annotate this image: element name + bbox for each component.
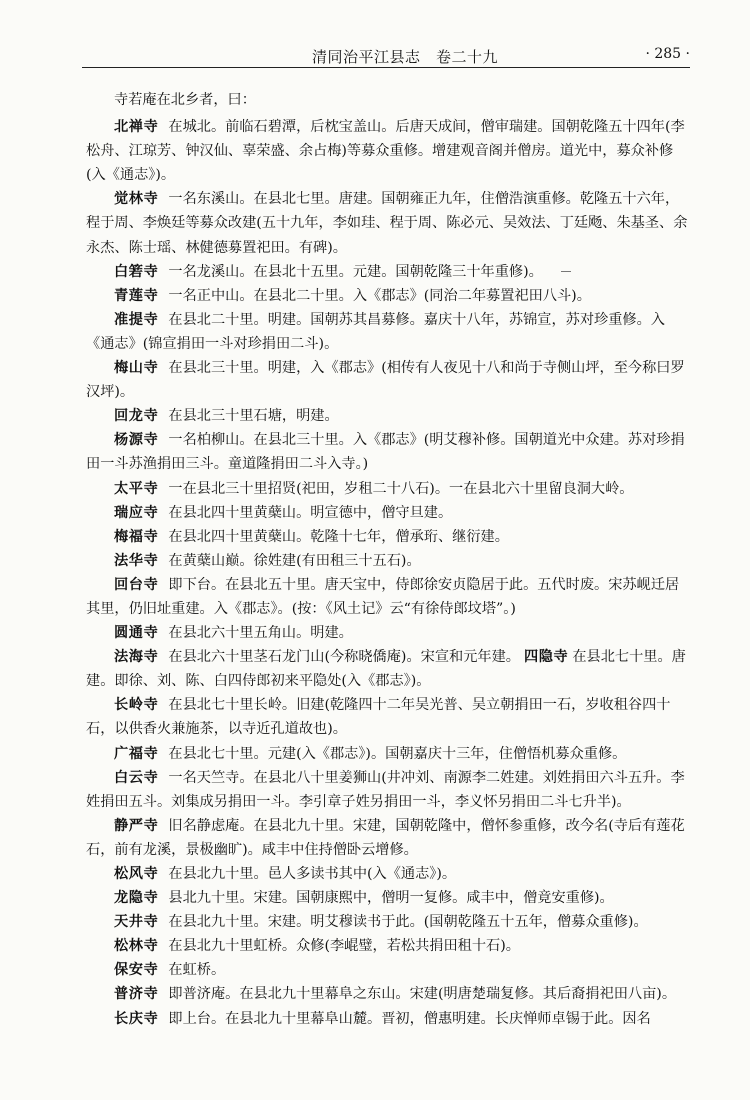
temple-entry-mei-fu: [86, 525, 692, 549]
temple-description: 一在县北三十里招贤(祀田，岁租二十八石)。一在县北六十里留良洞大岭。: [168, 480, 634, 497]
temple-description: 即下台。在县北五十里。唐天宝中，侍郎徐安贞隐居于此。五代时废。宋苏岘迁居其里，仍旧址重建。入《郡志》。(按：《风土记》云“有徐侍郎坟塔”。): [86, 576, 680, 617]
temple-description: 在县北九十里虹桥。众修(李崐璧，若松共捐田租十石)。: [168, 938, 520, 955]
temple-entry-hui-long: [86, 404, 692, 428]
temple-entry-chang-ling: [86, 693, 692, 741]
section-intro: 寺若庵在北乡者，曰：: [114, 92, 256, 108]
temple-name: 松风寺: [114, 866, 159, 882]
temple-name: 白云寺: [114, 769, 159, 786]
temple-description: 即上台。在县北九十里幕阜山麓。晋初，僧惠明建。长庆惮师卓锡于此。因名: [168, 1010, 651, 1027]
page-number: · 285 ·: [645, 46, 690, 62]
temple-entry-rui-ying: [86, 501, 692, 525]
temple-description: 在县北七十里长岭。旧建(乾隆四十二年吴光普、吴立朝捐田一石，岁收租谷四十石，以供香火兼施茶，以寺近孔道故也)。: [86, 697, 671, 738]
temple-name: 长岭寺: [114, 697, 159, 714]
temple-name: 太平寺: [114, 480, 159, 497]
temple-description: 即普济庵。在县北九十里幕阜之东山。宋建(明唐楚瑞复修。其后裔捐祀田八亩)。: [168, 986, 677, 1003]
temple-description: 一名东溪山。在县北七里。唐建。国朝雍正九年，住僧浩演重修。乾隆五十六年，程于周、李焕廷等募众改建(五十九年，李如珪、程于周、陈必元、吴效法、丁廷飏、朱基圣、余永杰、陈士瑶、林健德募置祀田。有碑)。: [86, 191, 688, 256]
temple-entry-bai-yun: [86, 766, 692, 814]
temple-description: 在县北六十里茎石龙门山(今称晓僑庵)。宋宣和元年建。: [168, 649, 520, 666]
temple-name: 保安寺: [114, 962, 159, 979]
temple-description: 旧名静虑庵。在县北九十里。宋建，国朝乾隆中，僧怀参重修，改今名(寺后有莲花石，前有龙溪，景极幽旷)。咸丰中住持僧卧云增修。: [86, 817, 685, 858]
temple-entry-zhun-ti: [86, 308, 692, 356]
temple-name: 松林寺: [114, 938, 159, 955]
temple-name: 杨源寺: [114, 432, 159, 449]
temple-description: 一名正中山。在县北二十里。入《郡志》(同治二年募置祀田八斗)。: [168, 287, 591, 304]
temple-description: 一名龙溪山。在县北十五里。元建。国朝乾隆三十年重修)。: [168, 263, 543, 280]
temple-description: 一名柏柳山。在县北三十里。入《郡志》(明艾穆补修。国朝道光中众建。苏对珍捐田一斗苏渔捐田三斗。童道隆捐田二斗入寺。): [86, 432, 685, 473]
inline-temple-description: 在县北七十里。唐建。即徐、刘、陈、白四侍郎初来平隐处(入《郡志》)。: [86, 649, 686, 690]
temple-name: 龙隐寺: [114, 890, 159, 907]
temple-description: 在城北。前临石碧潭，后枕宝盖山。后唐天成间，僧审瑞建。国朝乾隆五十四年(李松舟、江琼芳、钟汉仙、辜荣盛、余占梅)等募众重修。增建观音阁并僧房。道光中，募众补修(入《通志》)。: [86, 119, 685, 184]
page-header: [82, 42, 690, 68]
temple-entry-song-lin: [86, 934, 692, 958]
temple-entry-hui-tai: [86, 573, 692, 621]
temple-name: 准提寺: [114, 311, 159, 328]
temple-entry-yuan-tong: [86, 621, 692, 645]
temple-name: 梅福寺: [114, 528, 159, 545]
temple-name: 回龙寺: [114, 408, 159, 425]
temple-name: 白箬寺: [114, 263, 159, 280]
temple-name: 普济寺: [114, 986, 159, 1003]
temple-entry-bai-ruo: [86, 260, 692, 284]
temple-entry-fa-hua: [86, 549, 692, 573]
temple-name: 青莲寺: [114, 287, 159, 304]
temple-name: 北禅寺: [114, 119, 159, 136]
temple-entry-qing-lian: [86, 284, 692, 308]
temple-entry-yang-yuan: [86, 428, 692, 476]
temple-entry-chang-qing: [86, 1007, 692, 1031]
temple-description: 在县北九十里。邑人多读书其中(入《通志》)。: [168, 866, 457, 882]
temple-name: 法华寺: [114, 552, 159, 569]
temple-entry-fa-hai-and-si-yin: [86, 645, 692, 693]
temple-name: 法海寺: [114, 649, 159, 666]
inline-temple-name: 四隐寺: [523, 649, 569, 666]
temple-name: 广福寺: [114, 745, 159, 762]
temple-name: 静严寺: [114, 817, 159, 834]
temple-description: 在县北三十里。明建，入《郡志》(相传有人夜见十八和尚于寺侧山坪，至今称曰罗汉坪)。: [86, 360, 685, 401]
temple-entry-guang-fu: [86, 742, 692, 766]
temple-entry-pu-ji: [86, 982, 692, 1006]
temple-description: 在县北三十里石塘，明建。: [168, 408, 339, 425]
temple-list: [86, 88, 692, 1031]
temple-entry-long-yin: [86, 886, 692, 910]
temple-name: 回台寺: [114, 576, 159, 593]
header-rule: [82, 67, 690, 68]
temple-entry-bao-an: [86, 958, 692, 982]
temple-entry-jue-lin: [86, 187, 692, 259]
book-title: 清同治平江县志 卷二十九: [312, 48, 499, 66]
temple-entry-jing-yan: [86, 814, 692, 862]
temple-name: 圆通寺: [114, 625, 159, 642]
temple-description: 在县北九十里。宋建。明艾穆读书于此。(国朝乾隆五十五年，僧募众重修)。: [168, 914, 648, 931]
temple-description: 一名天竺寺。在县北八十里姜狮山(井冲刘、南源李二姓建。刘姓捐田六斗五升。李姓捐田五斗。刘集成另捐田一斗。李引章子姓另捐田一斗，李义怀另捐田二斗七升半)。: [86, 769, 685, 810]
temple-name: 天井寺: [114, 914, 159, 931]
temple-entry-tai-ping: [86, 477, 692, 501]
temple-name: 觉林寺: [114, 191, 159, 208]
temple-description: 在县北四十里黄蘖山。明宣德中，僧守旦建。: [168, 504, 453, 521]
temple-description: 在县北四十里黄蘖山。乾隆十七年，僧承珩、继衍建。: [168, 528, 509, 545]
temple-entry-song-feng: [86, 862, 692, 886]
scan-mark: [561, 271, 571, 272]
temple-name: 瑞应寺: [114, 504, 159, 521]
temple-description: 在县北七十里。元建(入《郡志》)。国朝嘉庆十三年，住僧悟机募众重修。: [168, 745, 627, 762]
temple-description: 在虹桥。: [168, 962, 226, 979]
temple-description: 在县北六十里五角山。明建。: [168, 625, 353, 642]
temple-name: 长庆寺: [114, 1010, 159, 1027]
temple-entry-mei-shan: [86, 356, 692, 404]
temple-entry-bei-chan: [86, 115, 692, 187]
temple-description: 在县北二十里。明建。国朝苏其昌募修。嘉庆十八年，苏锦宣，苏对珍重修。入《通志》(锦宣捐田一斗对珍捐田二斗)。: [86, 311, 665, 352]
temple-description: 在黄蘖山巅。徐姓建(有田租三十五石)。: [168, 552, 421, 569]
temple-entry-tian-jing: [86, 910, 692, 934]
temple-description: 县北九十里。宋建。国朝康熙中，僧明一复修。咸丰中，僧竟安重修)。: [168, 890, 614, 907]
temple-name: 梅山寺: [114, 360, 159, 377]
